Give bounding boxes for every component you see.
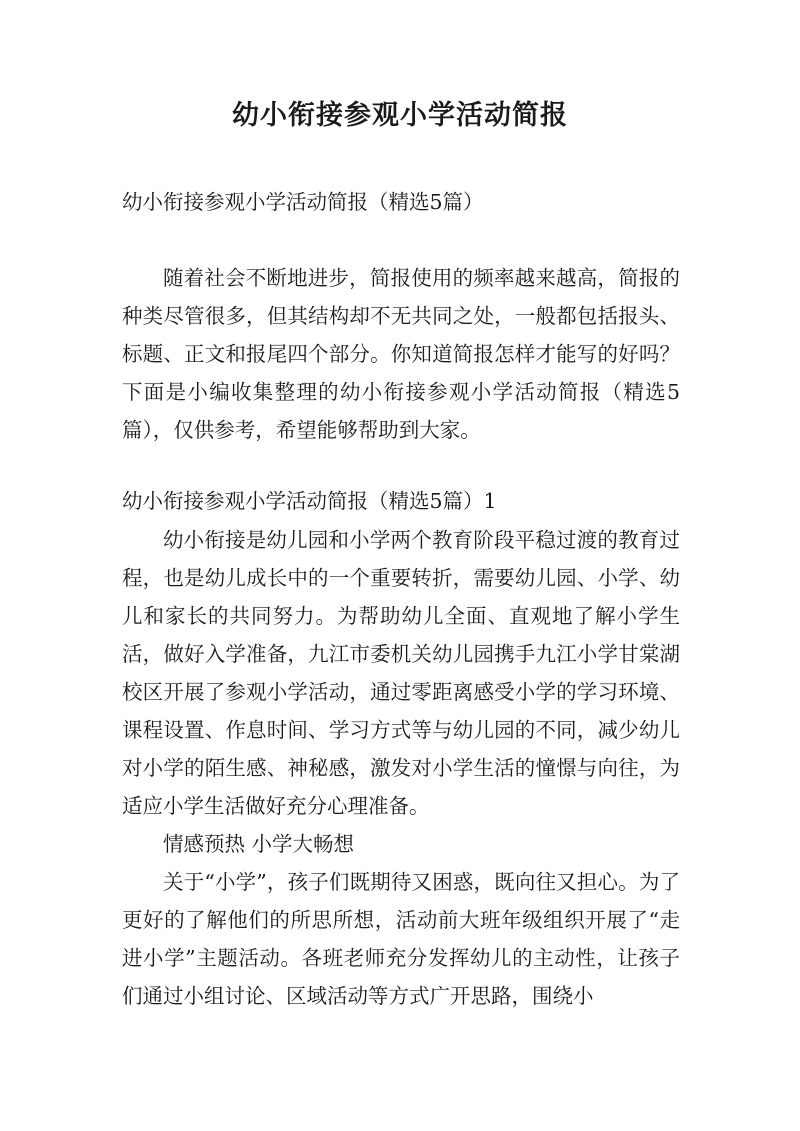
subheading: 情感预热 小学大畅想	[163, 832, 355, 856]
document-subtitle: 幼小衔接参观小学活动简报（精选5篇）	[122, 190, 484, 214]
section-body	[122, 521, 680, 1015]
document-title: 幼小衔接参观小学活动简报	[232, 100, 568, 131]
body-paragraph: 关于“小学”，孩子们既期待又困惑，既向往又担心。为了更好的了解他们的所思所想，活动前大班年级组织开展了“走进小学”主题活动。各班老师充分发挥幼儿的主动性，让孩子们通过小组讨论、区域活动等方式广开思路，围绕小	[122, 870, 680, 1008]
intro-paragraph: 随着社会不断地进步，简报使用的频率越来越高，简报的种类尽管很多，但其结构却不无共同之处，一般都包括报头、标题、正文和报尾四个部分。你知道简报怎样才能写的好吗？下面是小编收集整理的幼小衔接参观小学活动简报（精选5篇），仅供参考，希望能够帮助到大家。	[122, 266, 680, 442]
section-heading: 幼小衔接参观小学活动简报（精选5篇）1	[122, 489, 497, 513]
body-paragraph: 幼小衔接是幼儿园和小学两个教育阶段平稳过渡的教育过程，也是幼儿成长中的一个重要转折，需要幼儿园、小学、幼儿和家长的共同努力。为帮助幼儿全面、直观地了解小学生活，做好入学准备，九江市委机关幼儿园携手九江小学甘棠湖校区开展了参观小学活动，通过零距离感受小学的学习环境、课程设置、作息时间、学习方式等与幼儿园的不同，减少幼儿对小学的陌生感、神秘感，激发对小学生活的憧憬与向往，为适应小学生活做好充分心理准备。	[122, 528, 680, 818]
